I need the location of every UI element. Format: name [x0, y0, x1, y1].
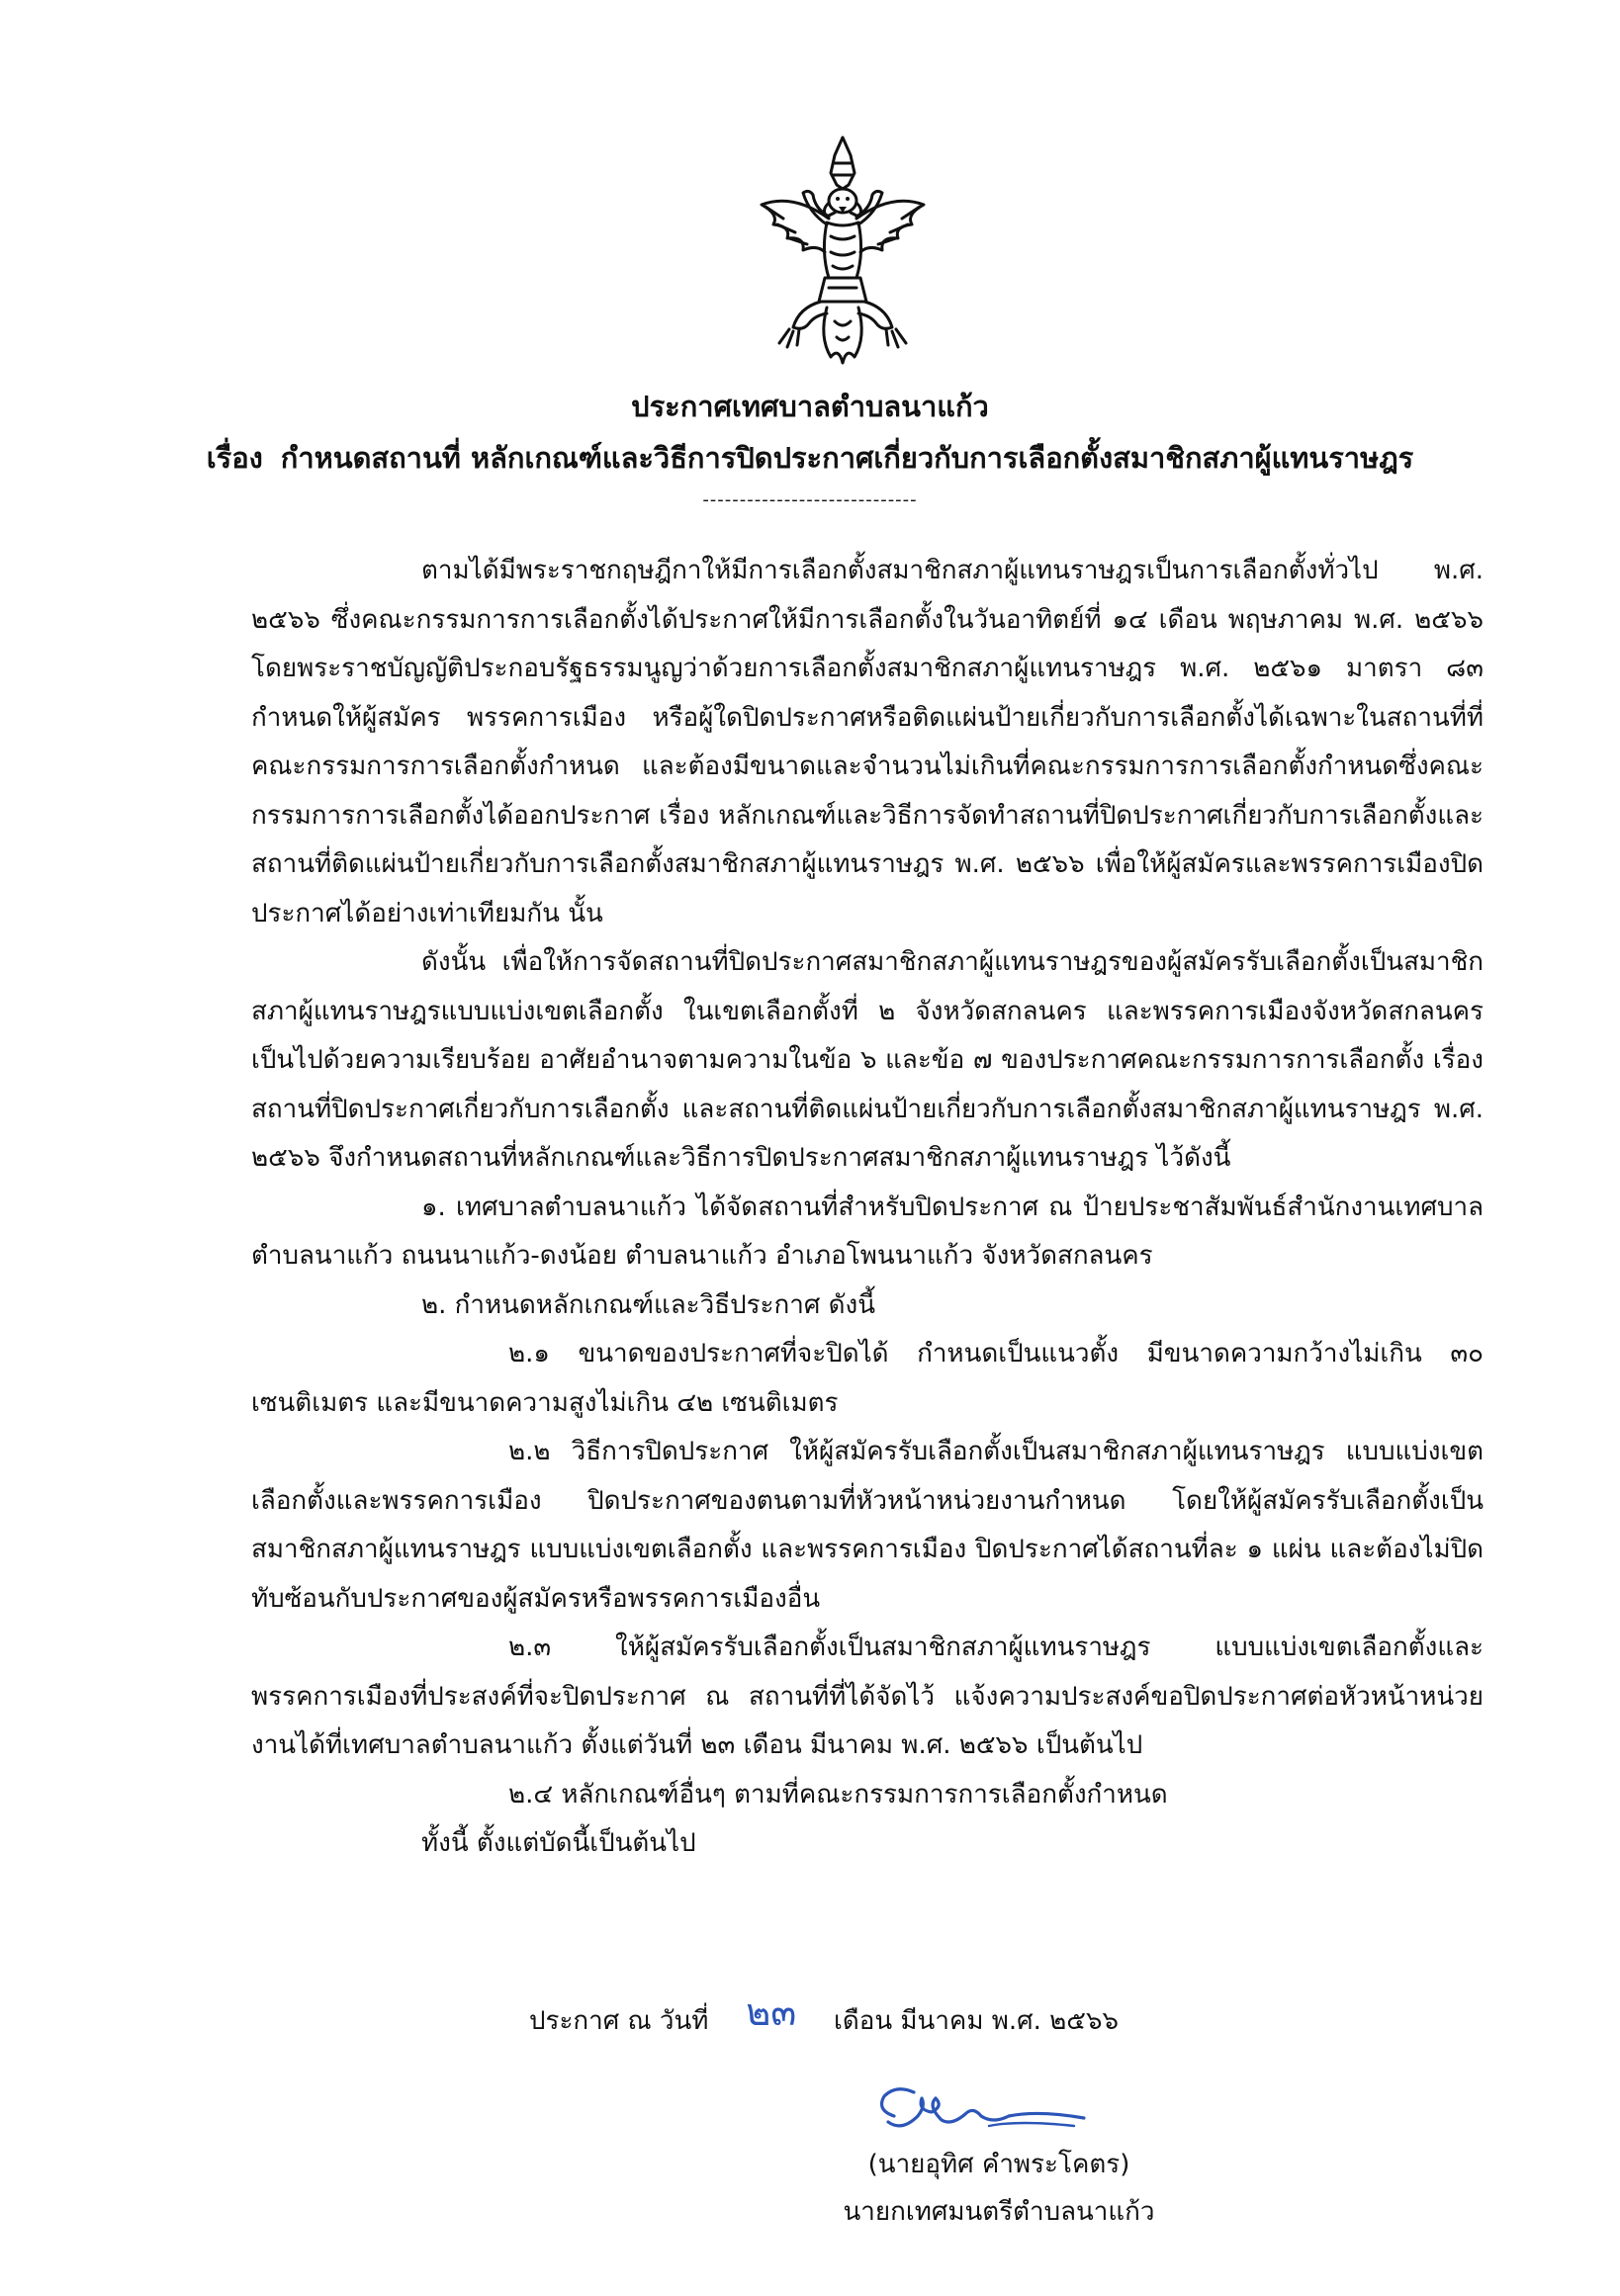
closing-statement: ทั้งนี้ ตั้งแต่บัดนี้เป็นต้นไป — [421, 1828, 696, 1858]
handwritten-day: ๒๓ — [746, 1990, 797, 2034]
sub-item-2-2: ๒.๒ วิธีการปิดประกาศ ให้ผู้สมัครรับเลือกตั้งเป็นสมาชิกสภาผู้แทนราษฎร แบบแบ่งเขตเลือกตั้งและพรรคการเมือง ปิดประกาศของตนตามที่หัวหน้าหน่วยงานกำหนด โดยให้ผู้สมัครรับเลือกตั้งเป็นสมาชิกสภาผู้แทนราษฎร แบบแบ่งเขตเลือกตั้ง และพรรคการเมือง ปิดประกาศได้สถานที่ละ ๑ แผ่น และต้องไม่ปิดทับซ้อนกับประกาศของผู้สมัครหรือพรรคการเมืองอื่น — [251, 1437, 1484, 1614]
sub-item-2-3: ๒.๓ ให้ผู้สมัครรับเลือกตั้งเป็นสมาชิกสภาผู้แทนราษฎร แบบแบ่งเขตเลือกตั้งและพรรคการเมืองที่ประสงค์ที่จะปิดประกาศ ณ สถานที่ที่ได้จัดไว้ แจ้งความประสงค์ขอปิดประกาศต่อหัวหน้าหน่วยงานได้ที่เทศบาลตำบลนาแก้ว ตั้งแต่วันที่ ๒๓ เดือน มีนาคม พ.ศ. ๒๕๖๖ เป็นต้นไป — [251, 1633, 1484, 1760]
signer-name: (นายอุทิศ คำพระโคตร) — [867, 2150, 1130, 2179]
garuda-emblem-icon — [744, 133, 942, 376]
date-suffix: เดือน มีนาคม พ.ศ. ๒๕๖๖ — [833, 2006, 1119, 2036]
paragraph-purpose: ดังนั้น เพื่อให้การจัดสถานที่ปิดประกาศสมาชิกสภาผู้แทนราษฎรของผู้สมัครรับเลือกตั้งเป็นสมาชิกสภาผู้แทนราษฎรแบบแบ่งเขตเลือกตั้ง ในเขตเลือกตั้งที่ ๒ จังหวัดสกลนคร และพรรคการเมืองจังหวัดสกลนคร เป็นไปด้วยความเรียบร้อย อาศัยอำนาจตามความในข้อ ๖ และข้อ ๗ ของประกาศคณะกรรมการการเลือกตั้ง เรื่อง สถานที่ปิดประกาศเกี่ยวกับการเลือกตั้ง และสถานที่ติดแผ่นป้ายเกี่ยวกับการเลือกตั้งสมาชิกสภาผู้แทนราษฎร พ.ศ. ๒๕๖๖ จึงกำหนดสถานที่หลักเกณฑ์และวิธีการปิดประกาศสมาชิกสภาผู้แทนราษฎร ไว้ดังนี้ — [251, 947, 1484, 1173]
sub-item-2-1: ๒.๑ ขนาดของประกาศที่จะปิดได้ กำหนดเป็นแนวตั้ง มีขนาดความกว้างไม่เกิน ๓๐ เซนติเมตร และมีขนาดความสูงไม่เกิน ๔๒ เซนติเมตร — [251, 1339, 1484, 1418]
subject-label: เรื่อง — [206, 441, 263, 475]
paragraph-item-2: ๒. กำหนดหลักเกณฑ์และวิธีประกาศ ดังนี้ — [421, 1289, 875, 1320]
sub-item-2-4: ๒.๔ หลักเกณฑ์อื่นๆ ตามที่คณะกรรมการการเลือกตั้งกำหนด — [508, 1779, 1168, 1810]
handwritten-signature-icon — [870, 2076, 1098, 2146]
paragraph-preamble: ตามได้มีพระราชกฤษฎีกาให้มีการเลือกตั้งสมาชิกสภาผู้แทนราษฎรเป็นการเลือกตั้งทั่วไป พ.ศ. ๒๕๖๖ ซึ่งคณะกรรมการการเลือกตั้งได้ประกาศให้มีการเลือกตั้งในวันอาทิตย์ที่ ๑๔ เดือน พฤษภาคม พ.ศ. ๒๕๖๖ โดยพระราชบัญญัติประกอบรัฐธรรมนูญว่าด้วยการเลือกตั้งสมาชิกสภาผู้แทนราษฎร พ.ศ. ๒๕๖๑ มาตรา ๘๓ กำหนดให้ผู้สมัคร พรรคการเมือง หรือผู้ใดปิดประกาศหรือติดแผ่นป้ายเกี่ยวกับการเลือกตั้งได้เฉพาะในสถานที่ที่คณะกรรมการการเลือกตั้งกำหนด และต้องมีขนาดและจำนวนไม่เกินที่คณะกรรมการการเลือกตั้งกำหนดซึ่งคณะกรรมการการเลือกตั้งได้ออกประกาศ เรื่อง หลักเกณฑ์และวิธีการจัดทำสถานที่ปิดประกาศเกี่ยวกับการเลือกตั้งและสถานที่ติดแผ่นป้ายเกี่ยวกับการเลือกตั้งสมาชิกสภาผู้แทนราษฎร พ.ศ. ๒๕๖๖ เพื่อให้ผู้สมัครและพรรคการเมืองปิดประกาศได้อย่างเท่าเทียมกัน นั้น — [251, 556, 1484, 928]
paragraph-item-1: ๑. เทศบาลตำบลนาแก้ว ได้จัดสถานที่สำหรับปิดประกาศ ณ ป้ายประชาสัมพันธ์สำนักงานเทศบาลตำบลนาแก้ว ถนนนาแก้ว-ดงน้อย ตำบลนาแก้ว อำเภอโพนนาแก้ว จังหวัดสกลนคร — [251, 1192, 1484, 1271]
announcement-subject — [0, 435, 1620, 481]
announcement-date — [529, 1986, 1119, 2046]
title-divider: ----------------------------- — [702, 489, 918, 510]
announcement-body — [251, 547, 1484, 1869]
signer-position: นายกเทศมนตรีตำบลนาแก้ว — [843, 2197, 1155, 2227]
subject-text: กำหนดสถานที่ หลักเกณฑ์และวิธีการปิดประกาศเกี่ยวกับการเลือกตั้งสมาชิกสภาผู้แทนราษฎร — [280, 441, 1414, 475]
announcement-title: ประกาศเทศบาลตำบลนาแก้ว — [631, 390, 989, 423]
date-prefix: ประกาศ ณ วันที่ — [529, 2006, 709, 2036]
